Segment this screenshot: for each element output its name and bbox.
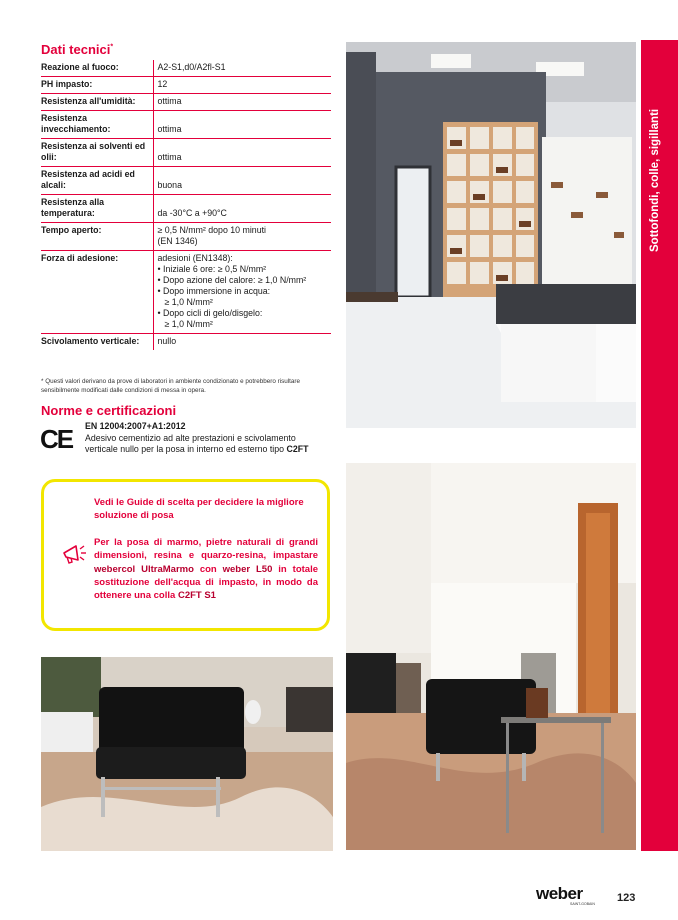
table-row (41, 94, 331, 111)
norm-text: Adesivo cementizio ad alte prestazioni e scivolamento verticale nullo per la posa in interno ed esterno tipo (85, 432, 296, 454)
spec-label: Resistenza ai solventi ed olii: (41, 139, 153, 167)
section-side-tab (641, 40, 678, 851)
spec-label: Resistenza alla temperatura: (41, 195, 153, 223)
living-room-photo (346, 463, 636, 850)
logo-wordmark: weber (536, 884, 583, 903)
spec-value: adesioni (EN1348): • Iniziale 6 ore: ≥ 0,5 N/mm² • Dopo azione del calore: ≥ 1,0 N/mm² • Dopo immersione in acqua: ≥ 1,0 N/mm² • Dopo cicli di gelo/disgelo: ≥ 1,0 N/mm² (153, 251, 331, 334)
table-row (41, 334, 331, 351)
info-box (41, 479, 330, 631)
table-row (41, 195, 331, 223)
table-row (41, 251, 331, 334)
classification: C2FT (286, 444, 309, 454)
logo-subtitle: SAINT-GOBAIN (570, 902, 595, 906)
spec-value: ottima (153, 94, 331, 111)
footnote: * Questi valori derivano da prove di laboratori in ambiente condizionato e potrebbero risultare sensibilmente modificati dalle condizioni di messa in opera. (41, 378, 301, 394)
spec-value: ≥ 0,5 N/mm² dopo 10 minuti (EN 1346) (153, 223, 331, 251)
table-row (41, 60, 331, 77)
technical-data-title: Dati tecnici* (41, 42, 114, 57)
armchair-photo (41, 657, 333, 851)
spec-label: Resistenza invecchiamento: (41, 111, 153, 139)
standard-code: EN 12004:2007+A1:2012 (85, 421, 186, 431)
spec-value: da -30°C a +90°C (153, 195, 331, 223)
spec-value: A2-S1,d0/A2fl-S1 (153, 60, 331, 77)
spec-label: PH impasto: (41, 77, 153, 94)
shoe-store-photo (346, 42, 636, 428)
spec-value: ottima (153, 139, 331, 167)
spec-label: Resistenza all'umidità: (41, 94, 153, 111)
page-number: 123 (617, 892, 636, 904)
spec-value: 12 (153, 77, 331, 94)
ce-mark-icon: CE (40, 424, 73, 454)
spec-value: nullo (157, 336, 177, 346)
spec-label: Reazione al fuoco: (41, 60, 153, 77)
info-text: Per la posa di marmo, pietre naturali di grandi dimensioni, resina e quarzo-resina, impastare webercol UltraMarmo con weber L50 in totale sostituzione dell'acqua di impasto, in modo da ottenere una colla C2FT S1 (94, 537, 318, 602)
spec-label: Scivolamento verticale: (41, 334, 153, 351)
spec-label: Tempo aperto: (41, 223, 153, 251)
side-tab-label: Sottofondi, colle, sigillanti (649, 108, 661, 252)
technical-data-table (41, 60, 331, 350)
table-row (41, 223, 331, 251)
table-row (41, 167, 331, 195)
spec-label: Resistenza ad acidi ed alcali: (41, 167, 153, 195)
spec-label: Forza di adesione: (41, 251, 153, 334)
info-heading: Vedi le Guide di scelta per decidere la migliore soluzione di posa (94, 497, 304, 521)
table-row (41, 77, 331, 94)
megaphone-icon (60, 540, 88, 568)
spec-value: buona (153, 167, 331, 195)
table-row (41, 111, 331, 139)
norms-title: Norme e certificazioni (41, 403, 177, 418)
norm-description (85, 421, 325, 456)
weber-logo (536, 884, 606, 908)
table-row (41, 139, 331, 167)
spec-value: ottima (153, 111, 331, 139)
